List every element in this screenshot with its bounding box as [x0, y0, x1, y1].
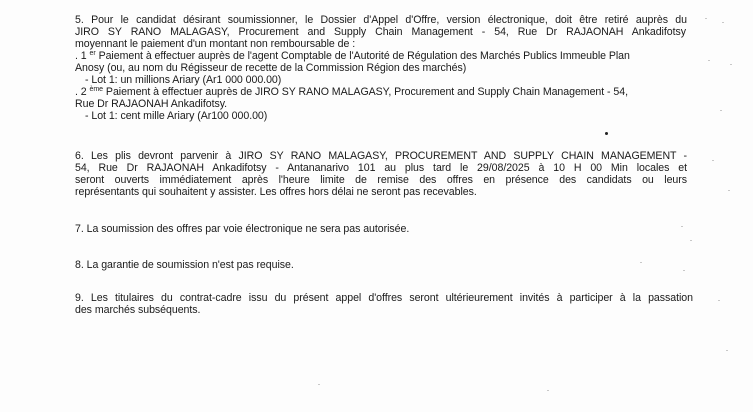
- section-5-line-2: JIRO SY RANO MALAGASY, Procurement and Supply Chain Management - 54, Rue Dr RAJAONAH Ankadifotsy: [75, 26, 686, 38]
- section-8-line-1: 8. La garantie de soumission n'est pas requise.: [75, 259, 294, 271]
- scan-noise: [690, 240, 692, 241]
- scan-noise: [683, 270, 685, 271]
- payment-2-ordinal: ème: [89, 86, 104, 93]
- section-5-payment-1-lot: - Lot 1: un millions Ariary (Ar1 000 000.00): [85, 74, 282, 86]
- section-6-line-4: représentants qui souhaitent y assister. Les offres hors délai ne seront pas recevables.: [75, 186, 477, 198]
- scan-noise: [720, 110, 722, 111]
- scan-noise: [728, 190, 730, 191]
- section-9-line-1: 9. Les titulaires du contrat-cadre issu du présent appel d'offres seront ultérieurement invités à participer à la passation: [75, 292, 693, 304]
- scan-noise: [318, 384, 320, 385]
- section-7-line-1: 7. La soumission des offres par voie électronique ne sera pas autorisée.: [75, 223, 410, 235]
- section-6-line-1: 6. Les plis devront parvenir à JIRO SY RANO MALAGASY, PROCUREMENT AND SUPPLY CHAIN MANAGEMENT -: [75, 150, 687, 162]
- section-5-payment-2-lot: - Lot 1: cent mille Ariary (Ar100 000.00): [85, 110, 268, 122]
- section-5-payment-1-cont: Anosy (ou, au nom du Régisseur de recette de la Commission Région des marchés): [75, 62, 467, 74]
- section-5-line-1: 5. Pour le candidat désirant soumissionner, le Dossier d'Appel d'Offre, version électronique, doit être retiré auprès du: [75, 14, 687, 26]
- ink-speck: [605, 132, 608, 135]
- scan-noise: [640, 262, 642, 263]
- section-5-line-3: moyennant le paiement d'un montant non remboursable de :: [75, 38, 356, 50]
- scan-noise: [722, 22, 724, 23]
- payment-1-ordinal: er: [89, 50, 96, 57]
- section-5-payment-2-cont: Rue Dr RAJAONAH Ankadifotsy.: [75, 98, 228, 110]
- payment-2-number: . 2: [75, 86, 87, 98]
- scan-noise: [705, 18, 707, 19]
- section-9-line-2: des marchés subséquents.: [75, 304, 201, 316]
- scan-noise: [730, 64, 732, 65]
- payment-1-text: Paiement à effectuer auprès de l'agent Comptable de l'Autorité de Régulation des Marchés Publics Immeuble Plan: [98, 50, 630, 62]
- payment-1-number: . 1: [75, 50, 87, 62]
- scan-noise: [547, 390, 549, 391]
- scan-noise: [718, 300, 720, 301]
- section-6-line-2: 54, Rue Dr RAJAONAH Ankadifotsy - Antananarivo 101 au plus tard le 29/08/2025 à 10 H 00 Min locales et: [75, 162, 687, 174]
- payment-2-text: Paiement à effectuer auprès de JIRO SY RANO MALAGASY, Procurement and Supply Chain Management - 54,: [105, 86, 628, 98]
- scan-noise: [712, 160, 714, 161]
- scan-noise: [681, 226, 683, 227]
- scan-noise: [708, 60, 710, 61]
- section-6-line-3: seront ouverts immédiatement après l'heure limite de remise des offres en présence des candidats ou leurs: [75, 174, 687, 186]
- scan-noise: [726, 350, 728, 351]
